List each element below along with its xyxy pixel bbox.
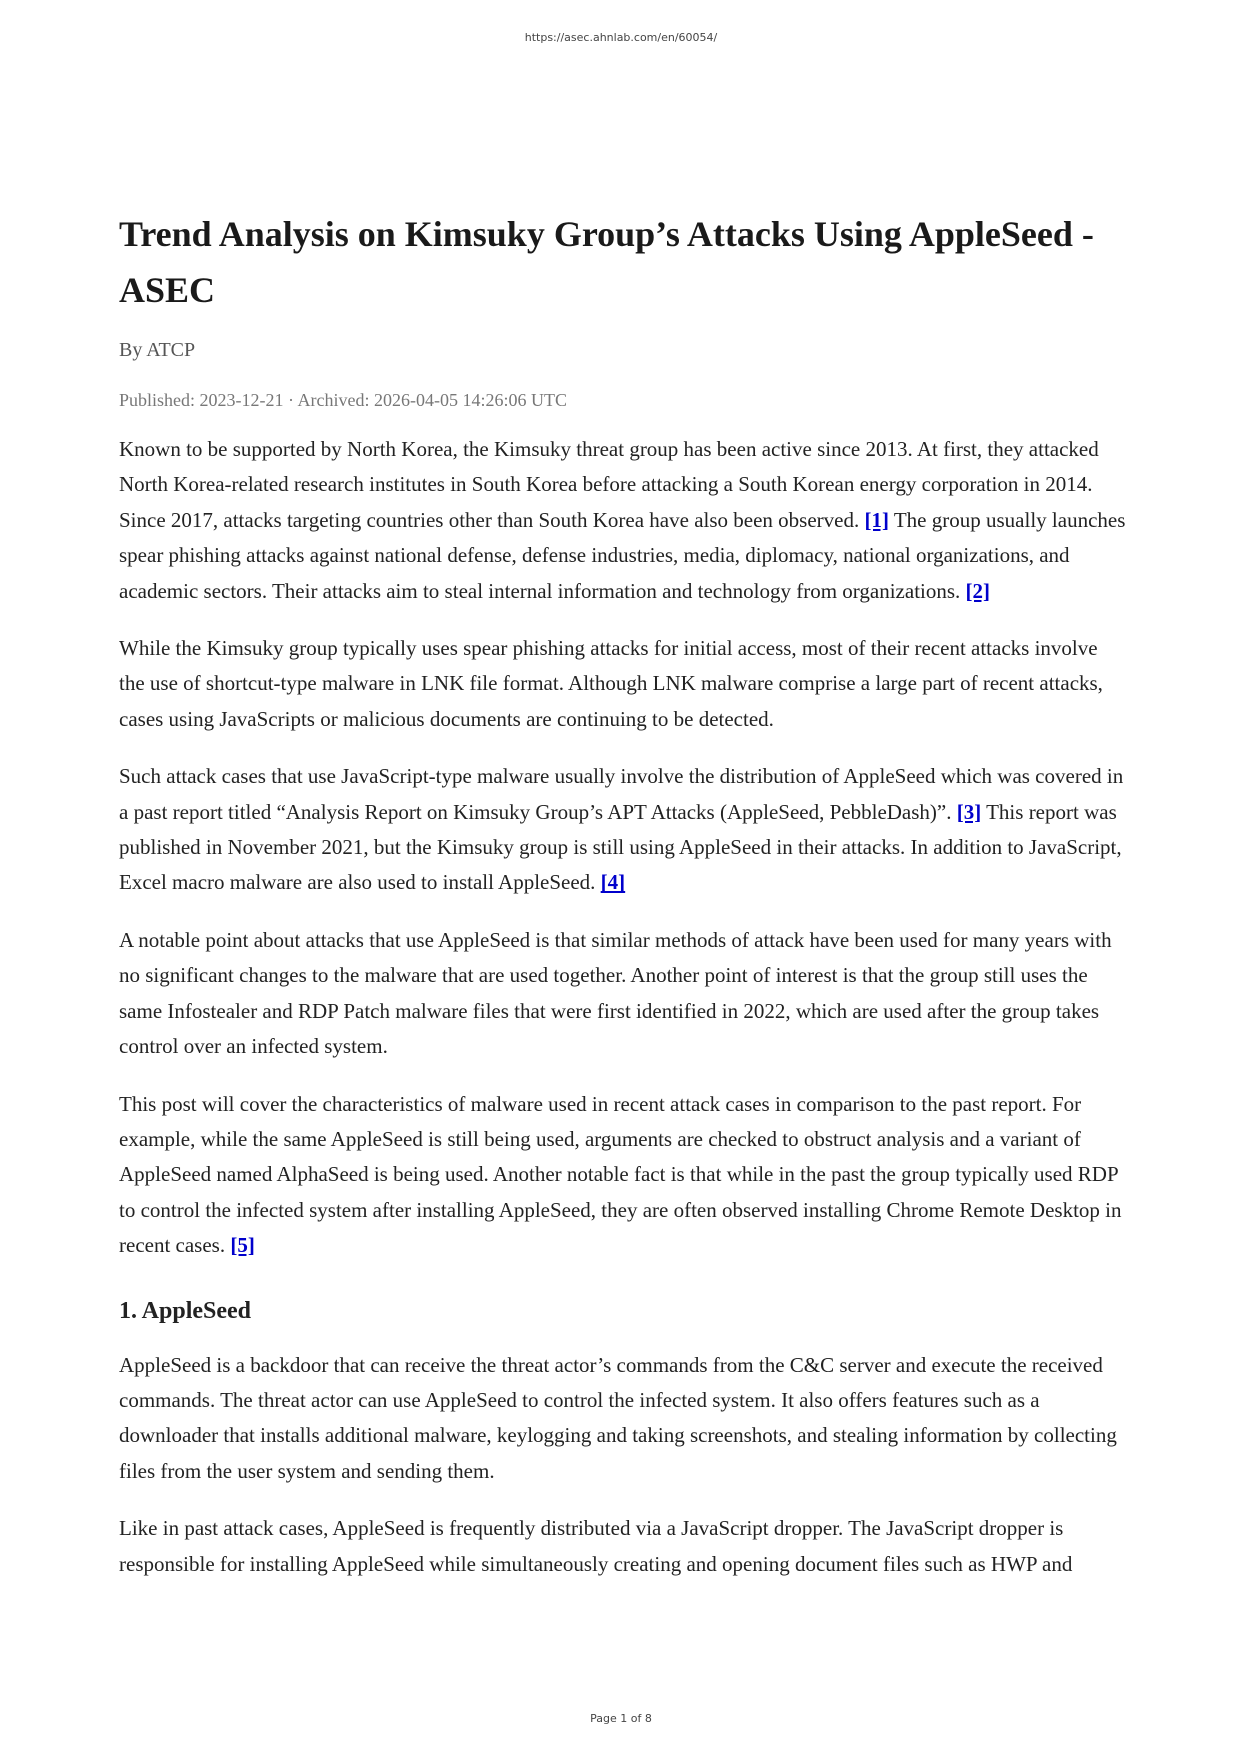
publish-meta: Published: 2023-12-21 · Archived: 2026-04-05 14:26:06 UTC xyxy=(119,390,567,410)
page-url: https://asec.ahnlab.com/en/60054/ xyxy=(524,31,718,44)
ref-link-5[interactable]: [5] xyxy=(230,1233,255,1258)
ref-link-3[interactable]: [3] xyxy=(956,799,982,824)
paragraph-5 xyxy=(119,1087,1127,1264)
text: This post will cover the characteristics of malware used in recent attack cases in comparison to the past report. For example, while the same AppleSeed is still being used, arguments are checked to obstruct analysis and a variant of AppleSeed named AlphaSeed is being used. Another notable fact is that while in the past the group typically used RDP to control the infected system after installing AppleSeed, they are often observed installing Chrome Remote Desktop in recent cases. xyxy=(119,1091,1122,1258)
paragraph-6: AppleSeed is a backdoor that can receive the threat actor’s commands from the C&C server and execute the received commands. The threat actor can use AppleSeed to control the infected system. It also offers features such as a downloader that installs additional malware, keylogging and taking screenshots, and stealing information by collecting files from the user system and sending them. xyxy=(119,1352,1117,1483)
ref-link-4[interactable]: [4] xyxy=(600,870,626,895)
text: Such attack cases that use JavaScript-type malware usually involve the distribution of AppleSeed which was covered in a past report titled “Analysis Report on Kimsuky Group’s APT Attacks (AppleSeed, PebbleDash)”. xyxy=(119,764,1124,824)
ref-link-1[interactable]: [1] xyxy=(864,507,889,532)
ref-link-2[interactable]: [2] xyxy=(965,578,991,603)
paragraph-3 xyxy=(119,759,1127,901)
paragraph-1 xyxy=(119,432,1127,609)
article-title: Trend Analysis on Kimsuky Group’s Attacks Using AppleSeed - ASEC xyxy=(119,214,1094,310)
section-heading: 1. AppleSeed xyxy=(119,1297,252,1324)
paragraph-7: Like in past attack cases, AppleSeed is frequently distributed via a JavaScript dropper. The JavaScript dropper is responsible for installing AppleSeed while simultaneously creating and opening document files such as HWP and xyxy=(119,1516,1073,1576)
article xyxy=(119,206,1127,1604)
page-number: Page 1 of 8 xyxy=(590,1712,652,1725)
paragraph-2: While the Kimsuky group typically uses spear phishing attacks for initial access, most of their recent attacks involve the use of shortcut-type malware in LNK file format. Although LNK malware comprise a large part of recent attacks, cases using JavaScripts or malicious documents are continuing to be detected. xyxy=(119,636,1103,731)
text: The group usually launches spear phishing attacks against national defense, defense industries, media, diplomacy, national organizations, and academic sectors. Their attacks aim to steal internal information and technology from organizations. xyxy=(119,507,1126,603)
paragraph-4: A notable point about attacks that use AppleSeed is that similar methods of attack have been used for many years with no significant changes to the malware that are used together. Another point of interest is that the group still uses the same Infostealer and RDP Patch malware files that were first identified in 2022, which are used after the group takes control over an infected system. xyxy=(119,927,1112,1059)
text: Known to be supported by North Korea, the Kimsuky threat group has been active since 2013. At first, they attacked North Korea-related research institutes in South Korea before attacking a South Korean energy corporation in 2014. Since 2017, attacks targeting countries other than South Korea have also been observed. xyxy=(119,437,1099,532)
author: By ATCP xyxy=(119,339,196,361)
text: This report was published in November 2021, but the Kimsuky group is still using AppleSeed in their attacks. In addition to JavaScript, Excel macro malware are also used to install AppleSeed. xyxy=(119,799,1122,895)
